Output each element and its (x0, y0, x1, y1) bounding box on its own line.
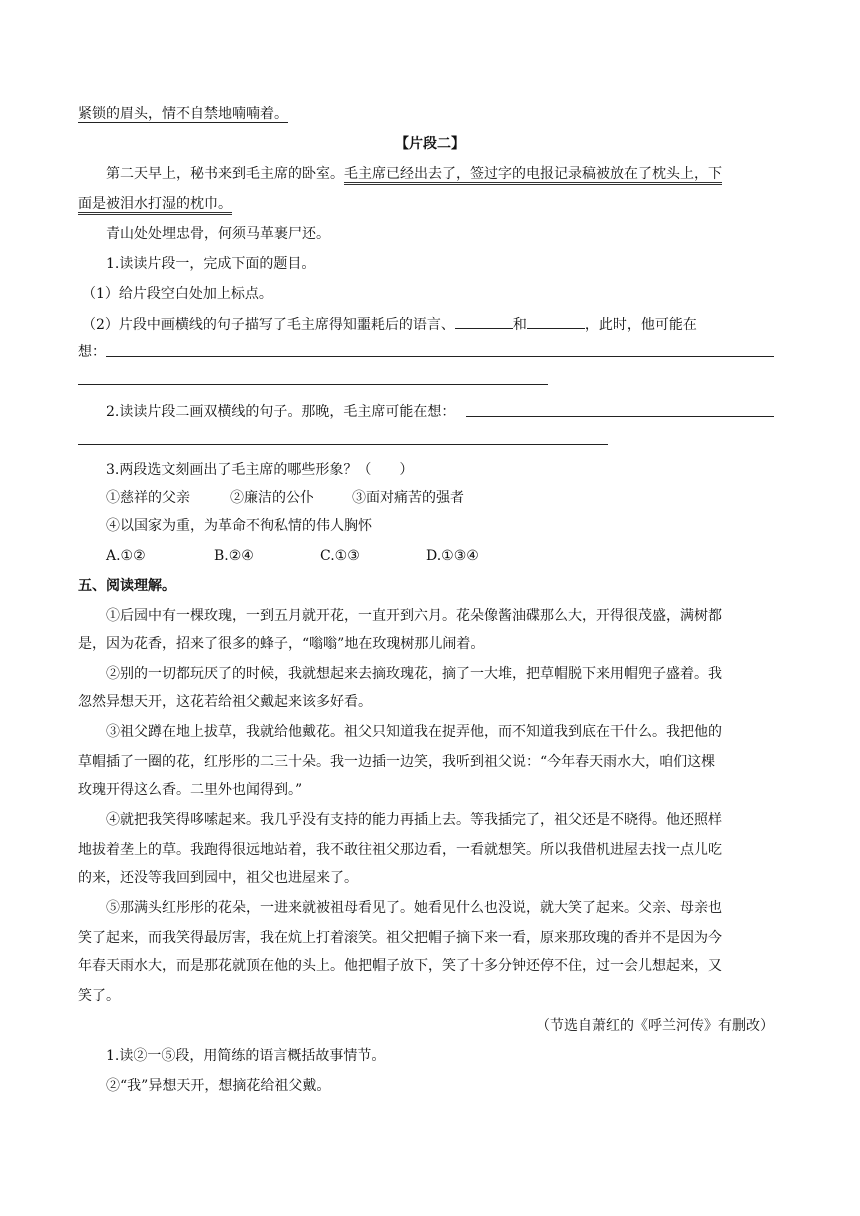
poem-line: 青山处处埋忠骨，何须马革裹尸还。 (106, 226, 330, 242)
q1-part2-text-a: （2）片段中画横线的句子描写了毛主席得知噩耗后的语言、 (82, 317, 455, 333)
passage-line: ④就把我笑得哆嗦起来。我几乎没有支持的能力再插上去。等我插完了，祖父还是不晓得。他还照样 (106, 812, 722, 828)
passage-line: 是，因为花香，招来了很多的蜂子，“嗡嗡”地在玫瑰树那儿闹着。 (78, 636, 485, 652)
q1-think-label: 想： (78, 344, 106, 360)
passage-line: 笑了。 (78, 988, 120, 1004)
q3-item-1: ①慈祥的父亲 (106, 490, 190, 506)
passage-line: 地拔着垄上的草。我跑得很远地站着，我不敢往祖父那边看，一看就想笑。所以我借机进屋去找一点儿吃 (78, 842, 722, 858)
fragment-one-ending-text: 紧锁的眉头，情不自禁地喃喃着。 (78, 106, 288, 122)
q2-answer-line-2[interactable] (78, 444, 608, 445)
q5-1-stem: 1.读②一⑤段，用简练的语言概括故事情节。 (106, 1048, 386, 1064)
fragment-two-double-underline-2: 面是被泪水打湿的枕巾。 (78, 196, 232, 215)
q3-choice-d[interactable]: D.①③④ (426, 548, 479, 564)
passage-line: ⑤那满头红彤彤的花朵，一进来就被祖母看见了。她看见什么也没说，就大笑了起来。父亲、母亲也 (106, 900, 722, 916)
q3-choices-row (106, 546, 479, 566)
q5-1-answer: ②“我”异想天开，想摘花给祖父戴。 (106, 1078, 331, 1094)
q3-stem: 3.两段选文刻画出了毛主席的哪些形象？（ ） (106, 462, 414, 478)
fragment-two-intro: 第二天早上，秘书来到毛主席的卧室。 (106, 166, 344, 182)
q2-stem: 2.读读片段二画双横线的句子。那晚，毛主席可能在想： (106, 404, 456, 420)
fragment-two-double-underline-1: 毛主席已经出去了，签过字的电报记录稿被放在了枕头上，下 (344, 166, 722, 185)
passage-line: 玫瑰开得这么香。二里外也闻得到。” (78, 782, 303, 798)
q3-item-2: ②廉洁的公仆 (230, 490, 314, 506)
q1-part2-text-b: ，此时，他可能在 (584, 317, 697, 333)
q1-stem: 1.读读片段一，完成下面的题目。 (106, 256, 316, 272)
passage-line: ③祖父蹲在地上拔草，我就给他戴花。祖父只知道我在捉弄他，而不知道我到底在干什么。我把他的 (106, 724, 722, 740)
q1-part1: （1）给片段空白处加上标点。 (82, 286, 273, 302)
passage-line: 忽然异想天开，这花若给祖父戴起来该多好看。 (78, 694, 372, 710)
q3-item-3: ③面对痛苦的强者 (352, 490, 464, 506)
fragment-two-title: 【片段二】 (395, 136, 465, 152)
passage-line: 年春天雨水大，而是那花就顶在他的头上。他把帽子放下，笑了十多分钟还停不住，过一会儿想起来，又 (78, 958, 722, 974)
q3-items-row (106, 488, 464, 508)
q3-choice-a[interactable]: A.①② (106, 548, 146, 564)
passage-line: 的来，还没等我回到园中，祖父也进屋来了。 (78, 870, 358, 886)
q2-answer-line-1[interactable] (466, 416, 774, 417)
q1-blank-2[interactable] (527, 314, 585, 329)
q3-item-4: ④以国家为重，为革命不徇私情的伟人胸怀 (106, 518, 372, 534)
q1-answer-line-1[interactable] (106, 356, 774, 357)
q1-answer-line-2[interactable] (78, 384, 548, 385)
q1-part2-and: 和 (512, 317, 527, 333)
passage-line: ①后园中有一棵玫瑰，一到五月就开花，一直开到六月。花朵像酱油碟那么大，开得很茂盛，满树都 (106, 608, 722, 624)
q3-choice-b[interactable]: B.②④ (214, 548, 254, 564)
passage-line: ②别的一切都玩厌了的时候，我就想起来去摘玫瑰花，摘了一大堆，把草帽脱下来用帽兜子盛着。我 (106, 666, 722, 682)
passage-source: （节选自萧红的《呼兰河传》有删改） (536, 1018, 774, 1034)
fragment-one-ending (78, 104, 288, 124)
q3-choice-c[interactable]: C.①③ (320, 548, 360, 564)
passage-line: 草帽插了一圈的花，红彤彤的二三十朵。我一边插一边笑，我听到祖父说：“今年春天雨水大，咱们这棵 (78, 754, 716, 770)
q1-part2 (82, 314, 697, 334)
fragment-two-line-1 (106, 164, 722, 184)
q1-blank-1[interactable] (455, 314, 513, 329)
passage-line: 笑了起来，而我笑得最厉害，我在炕上打着滚笑。祖父把帽子摘下来一看，原来那玫瑰的香并不是因为今 (78, 930, 722, 946)
fragment-two-line-2 (78, 194, 232, 214)
section-5-title: 五、阅读理解。 (78, 578, 176, 594)
